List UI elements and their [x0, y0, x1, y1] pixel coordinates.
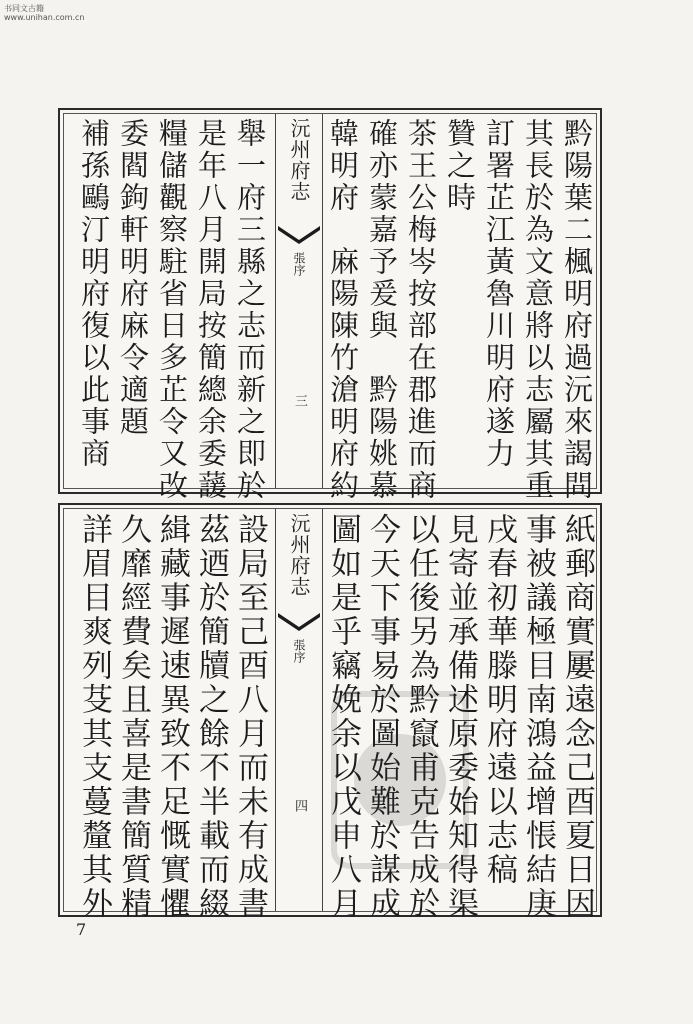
text-column: 茶王公梅岑按部在郡進而商 [404, 118, 438, 502]
text-column: 訂署芷江黃魯川明府遂力 [482, 118, 516, 470]
text-column: 確亦蒙嘉予爰與 黔陽姚慕 [365, 118, 399, 502]
text-column: 補孫鷗汀明府復以此事商 [77, 118, 111, 470]
text-column: 以任後另為黔竄甫克告成於 [403, 513, 439, 921]
section-label: 張序 [292, 639, 306, 663]
fish-tail-mark [278, 613, 320, 631]
text-column: 舉一府三縣之志而新之即於 [233, 118, 267, 502]
text-column: 詳眉目爽列芟其支蔓釐其外 [76, 513, 112, 921]
folio-page-number: 四 [292, 799, 307, 812]
text-column: 事被議極目南鴻益增悵結庚 [520, 513, 556, 921]
text-column: 糧儲觀察駐省日多芷令又改 [155, 118, 189, 502]
text-column: 茲迺於簡牘之餘不半載而綴 [193, 513, 229, 921]
text-column: 見寄並承備述原委始知得渠 [442, 513, 478, 921]
book-title: 沅州府志 [287, 118, 311, 202]
text-column: 韓明府 麻陽陳竹滄明府約 [326, 118, 360, 502]
text-column: 緝藏事遲速異致不足慨實懼 [154, 513, 190, 921]
folio-panel-top [58, 108, 602, 502]
text-column: 今天下事易於圖始難於謀成 [364, 513, 400, 921]
fish-tail-mark [278, 226, 320, 244]
center-band [275, 509, 323, 911]
text-column: 圖如是乎竊娩余以戊申八月 [325, 513, 361, 921]
folio-panel-bottom [58, 503, 602, 921]
folio-page-number: 三 [292, 394, 307, 407]
watermark-line: 书同文古籍 [4, 4, 44, 13]
center-band [275, 114, 323, 488]
text-column: 是年八月開局按簡總余委蘐 [194, 118, 228, 502]
text-column: 紙郵商實屢遠念己酉夏日因 [559, 513, 595, 921]
text-column: 久靡經費矣且喜是書簡質精 [115, 513, 151, 921]
text-column: 其長於為文意將以志屬其重 [521, 118, 555, 502]
section-label: 張序 [292, 252, 306, 276]
text-column: 贊之時 [443, 118, 477, 214]
text-column: 戌春初華滕明府遠以志稿 [481, 513, 517, 887]
watermark [4, 4, 84, 22]
text-column: 黔陽葉二楓明府過沅來謁問 [560, 118, 594, 502]
watermark-line: www.unihan.com.cn [4, 13, 85, 22]
book-title: 沅州府志 [287, 513, 311, 597]
page-number: 7 [76, 920, 87, 939]
text-column: 委閻鉤軒明府麻令適題 [116, 118, 150, 438]
text-column: 設局至己酉八月而未有成書 [232, 513, 268, 921]
